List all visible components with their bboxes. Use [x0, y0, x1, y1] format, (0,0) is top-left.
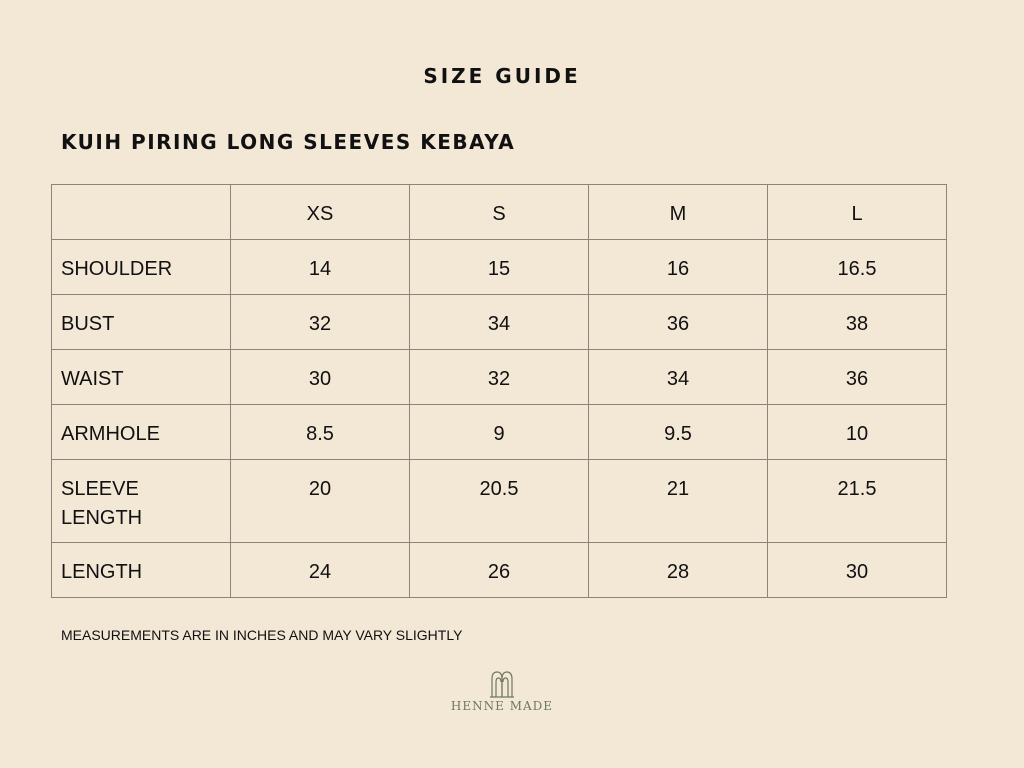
- measurement-value: 30: [768, 543, 947, 598]
- measurement-value: 32: [231, 295, 410, 350]
- measurement-value: 28: [589, 543, 768, 598]
- measurement-value: 38: [768, 295, 947, 350]
- brand-name: HENNE MADE: [450, 699, 554, 713]
- measurement-value: 20.5: [410, 460, 589, 543]
- size-header-xs: XS: [231, 185, 410, 240]
- measurement-value: 34: [589, 350, 768, 405]
- table-row: [52, 405, 947, 460]
- measurement-value: 10: [768, 405, 947, 460]
- measurement-value: 36: [589, 295, 768, 350]
- measurement-label: SHOULDER: [52, 240, 231, 295]
- brand-footer: [0, 670, 1004, 713]
- measurement-value: 14: [231, 240, 410, 295]
- measurement-label: SLEEVE LENGTH: [52, 460, 231, 543]
- measurement-value: 34: [410, 295, 589, 350]
- measurement-label: WAIST: [52, 350, 231, 405]
- measurement-value: 36: [768, 350, 947, 405]
- measurement-value: 30: [231, 350, 410, 405]
- measurement-value: 20: [231, 460, 410, 543]
- measurement-value: 21.5: [768, 460, 947, 543]
- table-row: [52, 240, 947, 295]
- measurement-value: 16: [589, 240, 768, 295]
- measurement-label: BUST: [52, 295, 231, 350]
- measurement-value: 24: [231, 543, 410, 598]
- corner-cell: [52, 185, 231, 240]
- product-title: KUIH PIRING LONG SLEEVES KEBAYA: [61, 130, 516, 154]
- measurement-value: 9.5: [589, 405, 768, 460]
- measurement-value: 15: [410, 240, 589, 295]
- arch-monogram-icon: [489, 670, 515, 698]
- table-row: [52, 460, 947, 543]
- measurement-value: 26: [410, 543, 589, 598]
- table-row: [52, 295, 947, 350]
- table-row: [52, 350, 947, 405]
- measurement-label: LENGTH: [52, 543, 231, 598]
- page-title: SIZE GUIDE: [423, 64, 581, 88]
- size-header-m: M: [589, 185, 768, 240]
- size-header-s: S: [410, 185, 589, 240]
- size-header-l: L: [768, 185, 947, 240]
- measurement-value: 8.5: [231, 405, 410, 460]
- size-table: [51, 184, 947, 598]
- table-header-row: [52, 185, 947, 240]
- measurement-value: 9: [410, 405, 589, 460]
- measurement-value: 21: [589, 460, 768, 543]
- measurement-value: 16.5: [768, 240, 947, 295]
- table-row: [52, 543, 947, 598]
- measurement-value: 32: [410, 350, 589, 405]
- measurement-label: ARMHOLE: [52, 405, 231, 460]
- measurement-note: MEASUREMENTS ARE IN INCHES AND MAY VARY SLIGHTLY: [61, 627, 463, 643]
